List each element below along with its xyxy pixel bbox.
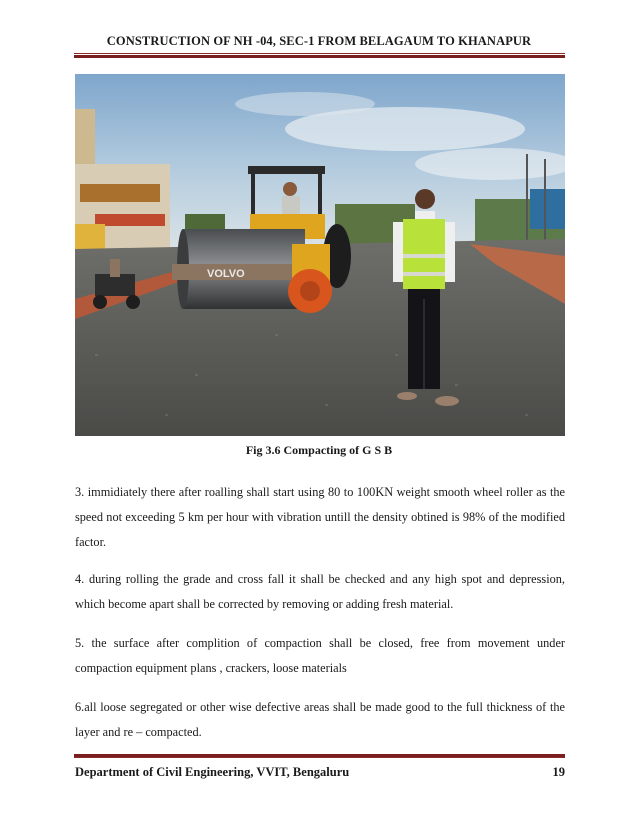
- paragraph-5: 5. the surface after complition of compaction shall be closed, free from movement under compaction equipment plans , crackers, loose materials: [75, 636, 565, 675]
- footer-department: Department of Civil Engineering, VVIT, Bengaluru: [75, 765, 350, 779]
- page-number: 19: [552, 765, 565, 779]
- footer-rule: [74, 753, 565, 758]
- paragraph-4: 4. during rolling the grade and cross fall it shall be checked and any high spot and depression, which become apart shall be corrected by removing or adding fresh material.: [75, 572, 565, 611]
- figure-photo: [75, 74, 565, 436]
- header-rule: [74, 53, 565, 58]
- roller-brand-label: VOLVO: [207, 268, 245, 280]
- paragraph-3: 3. immidiately there after roalling shall start using 80 to 100KN weight smooth wheel roller as the speed not exceeding 5 km per hour with vibration untill the density obtined is 98% of the modified factor.: [75, 485, 565, 549]
- paragraph-6: 6.all loose segregated or other wise defective areas shall be made good to the full thickness of the layer and re – compacted.: [75, 700, 565, 739]
- figure-caption: Fig 3.6 Compacting of G S B: [245, 443, 393, 457]
- header-title: CONSTRUCTION OF NH -04, SEC-1 FROM BELAGAUM TO KHANAPUR: [106, 34, 532, 48]
